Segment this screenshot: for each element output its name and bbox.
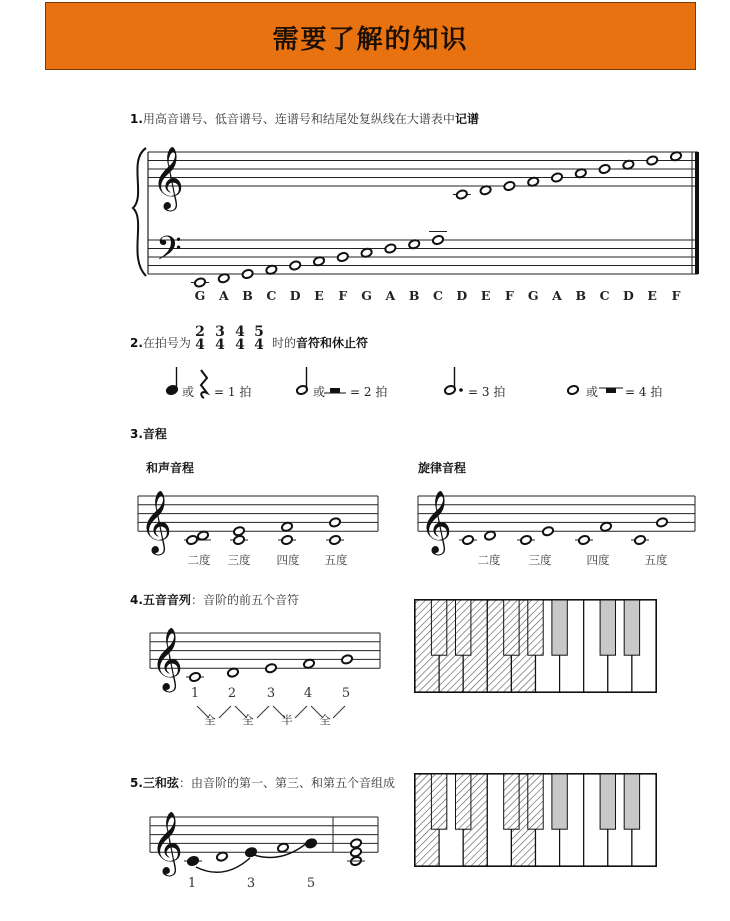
section-3-number: 3.: [130, 427, 143, 441]
bass-clef-icon: 𝄢: [156, 230, 182, 276]
step-arrow-right: [257, 706, 269, 718]
keyboard-triad: [415, 774, 656, 866]
treble-clef-icon: 𝄞: [151, 811, 183, 874]
step-arrow-right: [295, 706, 307, 718]
scale-note: [265, 663, 277, 674]
harmonic-lower-note: [233, 535, 245, 546]
step-arrow-left: [197, 706, 209, 718]
grand-staff-note: [622, 159, 634, 170]
passing-note: [277, 842, 289, 853]
note-letter: B: [575, 288, 587, 303]
treble-clef-icon: 𝄞: [152, 146, 184, 209]
note-letter: G: [194, 288, 206, 303]
black-key: [624, 600, 639, 655]
step-arrow-right: [219, 706, 231, 718]
note-letter: D: [622, 288, 634, 303]
melodic-second-note: [542, 526, 554, 537]
harmonic-interval-title: 和声音程: [146, 461, 195, 475]
melodic-first-note: [520, 535, 532, 546]
scale-degree-1: 1: [190, 686, 200, 701]
section-1-number: 1.: [130, 112, 143, 126]
or-text-1: 或: [182, 385, 195, 399]
grand-staff-note: [456, 189, 468, 200]
melodic-label-second: 二度: [477, 553, 501, 567]
section-1-text: 用高音谱号、低音谱号、连谱号和结尾处复纵线在大谱表中: [142, 112, 455, 126]
note-letter: C: [599, 288, 610, 303]
half-rest-icon: [330, 388, 340, 393]
step-arrow-left: [273, 706, 285, 718]
harmonic-second-lower: [186, 535, 198, 546]
grand-staff-note: [313, 256, 325, 267]
note-letter: G: [527, 288, 539, 303]
grand-staff-note: [384, 243, 396, 254]
equals-3-beats: = 3 拍: [468, 385, 506, 399]
melodic-label-fourth: 四度: [586, 553, 610, 567]
note-letter: A: [218, 288, 229, 303]
black-key: [528, 600, 543, 655]
equals-4-beats: = 4 拍: [625, 385, 663, 399]
melodic-first-note: [578, 535, 590, 546]
harmonic-upper-note: [233, 526, 245, 537]
black-key: [552, 600, 567, 655]
triad-degree-1: 1: [187, 876, 197, 891]
chord-note: [350, 847, 362, 858]
scale-note: [227, 667, 239, 678]
or-text-4: 或: [586, 385, 599, 399]
note-letter: A: [385, 288, 396, 303]
harmonic-label-third: 三度: [227, 553, 251, 567]
grand-staff-note: [527, 176, 539, 187]
or-text-2: 或: [313, 385, 326, 399]
section-5-title: 三和弦: [142, 776, 179, 790]
melodic-second-note: [484, 530, 496, 541]
melodic-second-note: [600, 521, 612, 532]
scale-note: [189, 672, 201, 683]
time-signature-2-4: 2 4: [195, 324, 205, 353]
step-whole-3: 全: [319, 713, 331, 727]
harmonic-label-fourth: 四度: [276, 553, 300, 567]
grand-staff-note: [670, 151, 682, 162]
triad-degree-5: 5: [306, 876, 316, 891]
melodic-interval-title: 旋律音程: [418, 461, 467, 475]
note-letter: F: [338, 288, 348, 303]
harmonic-label-second: 二度: [187, 553, 211, 567]
black-key: [600, 774, 615, 829]
melodic-first-note: [634, 535, 646, 546]
grand-staff-note: [241, 269, 253, 280]
triad-tone-note: [187, 856, 199, 867]
scale-degree-4: 4: [303, 686, 313, 701]
note-letter: E: [647, 288, 657, 303]
chord-note: [350, 838, 362, 849]
grand-staff-note: [598, 164, 610, 175]
note-letter: C: [433, 288, 443, 303]
black-key: [528, 774, 543, 829]
equals-1-beat: = 1 拍: [214, 385, 252, 399]
note-letter: E: [314, 288, 324, 303]
grand-staff-note: [218, 273, 230, 284]
scale-degree-5: 5: [341, 686, 351, 701]
section-2-number: 2.: [130, 336, 143, 350]
note-letter: A: [552, 288, 562, 303]
grand-staff-note: [408, 239, 420, 250]
treble-clef-icon: 𝄞: [151, 627, 183, 690]
black-key: [624, 774, 639, 829]
step-half: 半: [281, 713, 293, 727]
note-letter: D: [289, 288, 301, 303]
grand-staff-note: [360, 247, 372, 258]
section-2-bold: 音符和休止符: [296, 336, 369, 350]
note-letter: C: [266, 288, 277, 303]
section-1-bold: 记谱: [454, 112, 479, 126]
time-signature-3-4: 3 4: [215, 324, 225, 353]
grand-staff-note: [503, 181, 515, 192]
black-key: [504, 600, 519, 655]
scale-degree-3: 3: [266, 686, 276, 701]
black-key: [504, 774, 519, 829]
harmonic-label-fifth: 五度: [324, 553, 348, 567]
section-4-number: 4.: [130, 593, 143, 607]
scale-note: [341, 654, 353, 665]
brace-icon: [133, 148, 146, 276]
section-4-desc: ：音阶的前五个音符: [190, 593, 299, 607]
section-4-title: 五音音列: [142, 593, 191, 607]
melodic-label-third: 三度: [528, 553, 552, 567]
passing-note: [216, 851, 228, 862]
black-key: [552, 774, 567, 829]
augmentation-dot: [459, 388, 463, 392]
grand-staff-note: [265, 264, 277, 275]
section-2-text-after: 时的: [272, 336, 297, 350]
grand-staff-note: [479, 185, 491, 196]
harmonic-upper-note: [329, 517, 341, 528]
harmonic-lower-note: [329, 535, 341, 546]
quarter-rest-icon: [201, 370, 207, 398]
grand-staff-note: [289, 260, 301, 271]
harmonic-upper-note: [281, 521, 293, 532]
grand-staff-note: [575, 168, 587, 179]
section-5-desc: ：由音阶的第一、第三、和第五个音组成: [178, 776, 395, 790]
section-2-text-before: 在拍号为: [142, 336, 191, 350]
black-key: [455, 600, 470, 655]
page-title: 需要了解的知识: [272, 25, 469, 55]
step-whole-2: 全: [242, 713, 254, 727]
grand-staff-note: [337, 252, 349, 263]
harmonic-second-upper: [197, 530, 209, 541]
harmonic-lower-note: [281, 535, 293, 546]
scale-note: [303, 658, 315, 669]
final-barline-thick: [695, 152, 699, 274]
black-key: [431, 774, 446, 829]
black-key: [600, 600, 615, 655]
five-finger-staff: [150, 627, 380, 718]
section-5-number: 5.: [130, 776, 143, 790]
grand-staff-note: [646, 155, 658, 166]
black-key: [455, 774, 470, 829]
melodic-first-note: [462, 535, 474, 546]
step-whole-1: 全: [204, 713, 216, 727]
note-letter: B: [242, 288, 253, 303]
grand-staff-note: [194, 277, 206, 288]
melodic-label-fifth: 五度: [644, 553, 668, 567]
section-3-title: 音程: [142, 427, 167, 441]
triad-degree-3: 3: [246, 876, 256, 891]
whole-rest-icon: [606, 388, 616, 393]
treble-clef-icon: 𝄞: [420, 490, 452, 553]
step-arrow-right: [333, 706, 345, 718]
whole-note-icon: [567, 385, 579, 396]
equals-2-beats: = 2 拍: [350, 385, 388, 399]
note-letter: E: [480, 288, 491, 303]
step-arrow-left: [235, 706, 247, 718]
time-signature-5-4: 5 4: [254, 324, 264, 353]
treble-clef-icon: 𝄞: [140, 490, 172, 553]
grand-staff-note: [551, 172, 563, 183]
note-letter: D: [456, 288, 468, 303]
grand-staff-note: [432, 235, 444, 246]
step-arrow-left: [311, 706, 323, 718]
grand-staff: [133, 146, 699, 288]
note-letter: G: [361, 288, 372, 303]
note-letter: F: [504, 288, 514, 303]
note-letter: B: [408, 288, 420, 303]
time-signature-4-4: 4 4: [235, 324, 245, 353]
keyboard-five-finger: [415, 600, 656, 692]
interval-staves: [138, 490, 695, 556]
black-key: [431, 600, 446, 655]
melodic-second-note: [656, 517, 668, 528]
scale-degree-2: 2: [227, 686, 237, 701]
triad-staff: [150, 811, 378, 877]
note-values: [166, 367, 623, 398]
note-letter: F: [671, 288, 681, 303]
